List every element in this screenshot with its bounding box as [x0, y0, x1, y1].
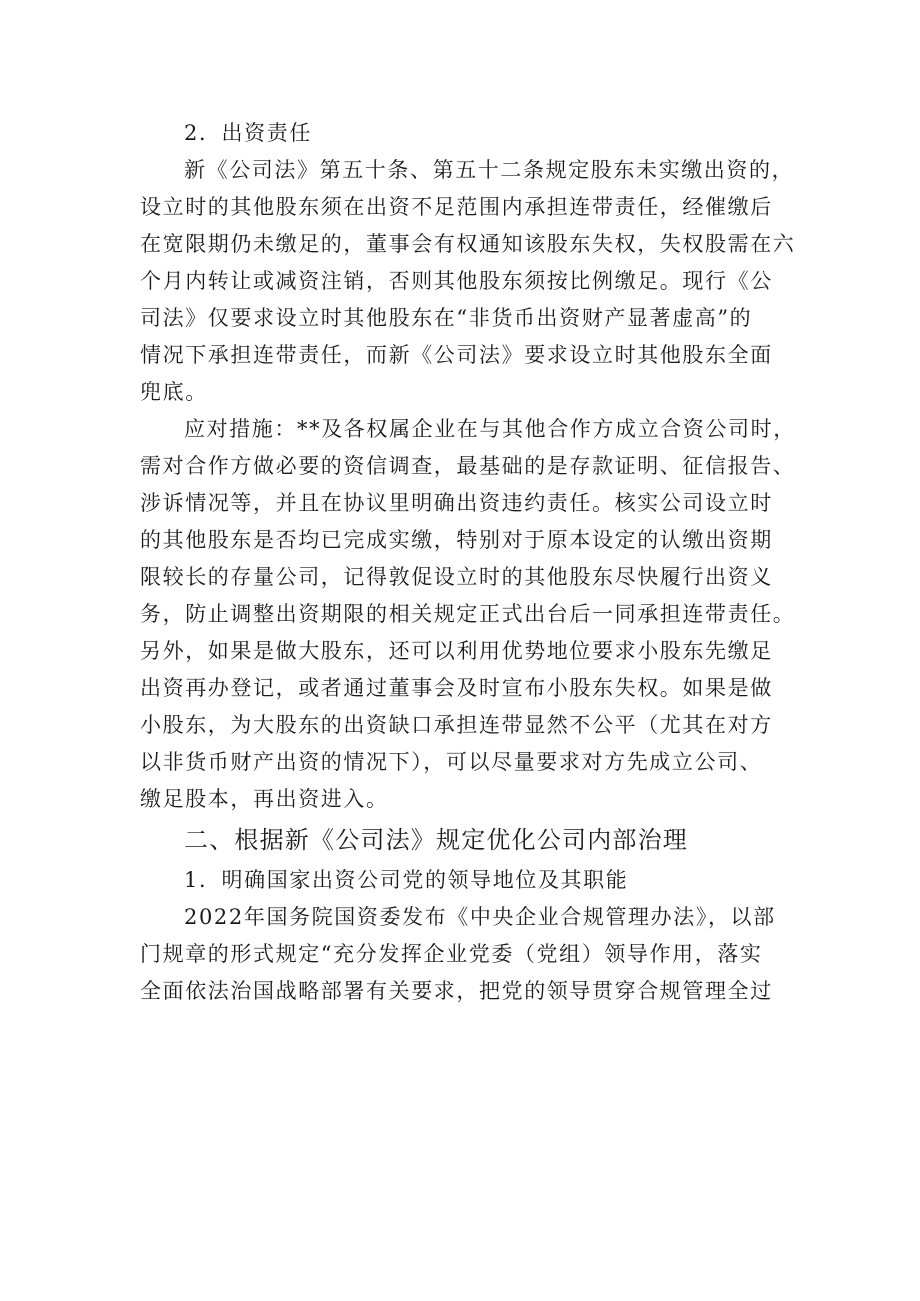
paragraph-line: 务，防止调整出资期限的相关规定正式出台后一同承担连带责任。 [140, 602, 796, 626]
paragraph-line: 涉诉情况等，并且在协议里明确出资违约责任。核实公司设立时 [140, 491, 773, 515]
paragraph-line: 在宽限期仍未缴足的，董事会有权通知该股东失权，失权股需在六 [140, 232, 796, 256]
paragraph-line: 小股东，为大股东的出资缺口承担连带显然不公平（尤其在对方 [140, 713, 773, 737]
paragraph-line: 需对合作方做必要的资信调查，最基础的是存款证明、征信报告、 [140, 454, 796, 478]
paragraph-line: 全面依法治国战略部署有关要求，把党的领导贯穿合规管理全过 [140, 979, 773, 1003]
paragraph-line: 缴足股本，再出资进入。 [140, 787, 389, 811]
section-heading: 1．明确国家出资公司党的领导地位及其职能 [184, 868, 629, 892]
paragraph-line: 2022年国务院国资委发布《中央企业合规管理办法》，以部 [184, 905, 776, 929]
paragraph-line: 另外，如果是做大股东，还可以利用优势地位要求小股东先缴足 [140, 639, 773, 663]
paragraph-line: 兜底。 [140, 380, 208, 404]
paragraph-line: 出资再办登记，或者通过董事会及时宣布小股东失权。如果是做 [140, 676, 773, 700]
paragraph-line: 限较长的存量公司，记得敦促设立时的其他股东尽快履行出资义 [140, 565, 773, 589]
paragraph-line: 情况下承担连带责任，而新《公司法》要求设立时其他股东全面 [140, 343, 773, 367]
paragraph-line: 设立时的其他股东须在出资不足范围内承担连带责任，经催缴后 [140, 195, 773, 219]
paragraph-line: 的其他股东是否均已完成实缴，特别对于原本设定的认缴出资期 [140, 528, 773, 552]
chapter-heading: 二、根据新《公司法》规定优化公司内部治理 [184, 826, 688, 854]
section-heading: 2．出资责任 [184, 121, 312, 145]
paragraph-line: 新《公司法》第五十条、第五十二条规定股东未实缴出资的， [184, 158, 795, 182]
paragraph-line: 以非货币财产出资的情况下），可以尽量要求对方先成立公司、 [140, 750, 763, 774]
paragraph-line: 门规章的形式规定“充分发挥企业党委（党组）领导作用，落实 [140, 942, 763, 966]
document-body [140, 115, 796, 1010]
paragraph-line: 司法》仅要求设立时其他股东在“非货币出资财产显著虚高”的 [140, 306, 753, 330]
paragraph-line: 应对措施：**及各权属企业在与其他合作方成立合资公司时， [184, 417, 796, 441]
paragraph-line: 个月内转让或减资注销，否则其他股东须按比例缴足。现行《公 [140, 269, 773, 293]
